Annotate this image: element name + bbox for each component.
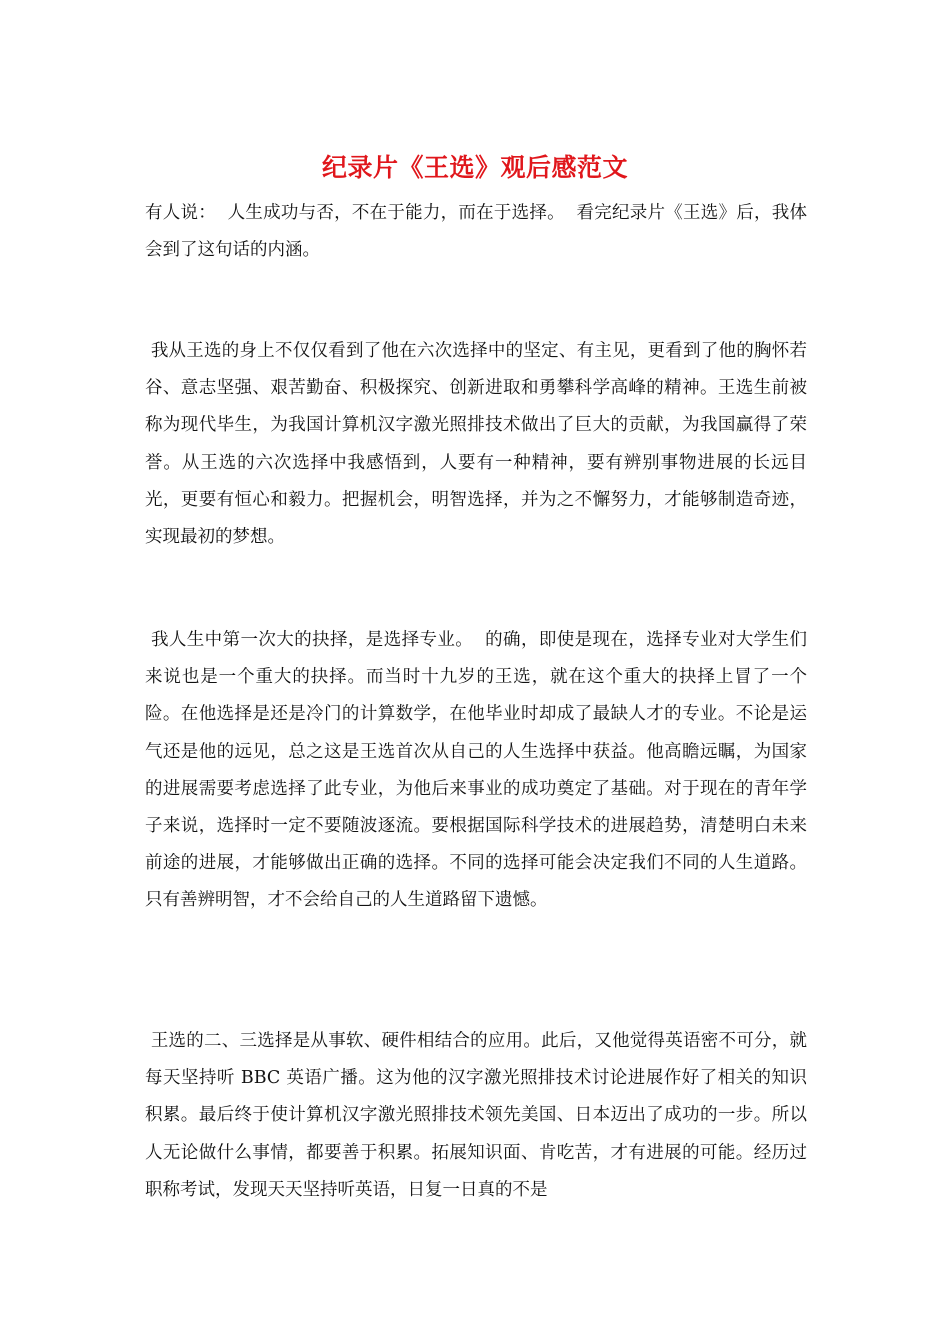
paragraph-second-third-choice: 王选的二、三选择是从事软、硬件相结合的应用。此后，又他觉得英语密不可分，就每天坚持听 BBC 英语广播。这为他的汉字激光照排技术讨论进展作好了相关的知识积累。最后终于使计算机汉字激光照排技术领先美国、日本迈出了成功的一步。所以人无论做什么事情，都要善于积累。拓展知识面、肯吃苦，才有进展的可能。经历过职称考试，发现天天坚持听英语，日复一日真的不是 (145, 1031, 807, 1200)
paragraph-intro: 有人说： 人生成功与否，不在于能力，而在于选择。 看完纪录片《王选》后，我体会到了这句话的内涵。 (145, 203, 807, 261)
paragraph-spirit: 我从王选的身上不仅仅看到了他在六次选择中的坚定、有主见，更看到了他的胸怀若谷、意志坚强、艰苦勤奋、积极探究、创新进取和勇攀科学高峰的精神。王选生前被称为现代毕生，为我国计算机汉字激光照排技术做出了巨大的贡献，为我国赢得了荣誉。从王选的六次选择中我感悟到，人要有一种精神，要有辨别事物进展的长远目光，更要有恒心和毅力。把握机会，明智选择，并为之不懈努力，才能够制造奇迹，实现最初的梦想。 (145, 341, 807, 548)
document-title: 纪录片《王选》观后感范文 (321, 153, 628, 182)
paragraph-first-choice: 我人生中第一次大的抉择，是选择专业。 的确，即使是现在，选择专业对大学生们来说也是一个重大的抉择。而当时十九岁的王选，就在这个重大的抉择上冒了一个险。在他选择是还是冷门的计算数学，在他毕业时却成了最缺人才的专业。不论是运气还是他的远见，总之这是王选首次从自己的人生选择中获益。他高瞻远瞩，为国家的进展需要考虑选择了此专业，为他后来事业的成功奠定了基础。对于现在的青年学子来说，选择时一定不要随波逐流。要根据国际科学技术的进展趋势，清楚明白未来前途的进展，才能够做出正确的选择。不同的选择可能会决定我们不同的人生道路。只有善辨明智，才不会给自己的人生道路留下遗憾。 (145, 630, 807, 911)
